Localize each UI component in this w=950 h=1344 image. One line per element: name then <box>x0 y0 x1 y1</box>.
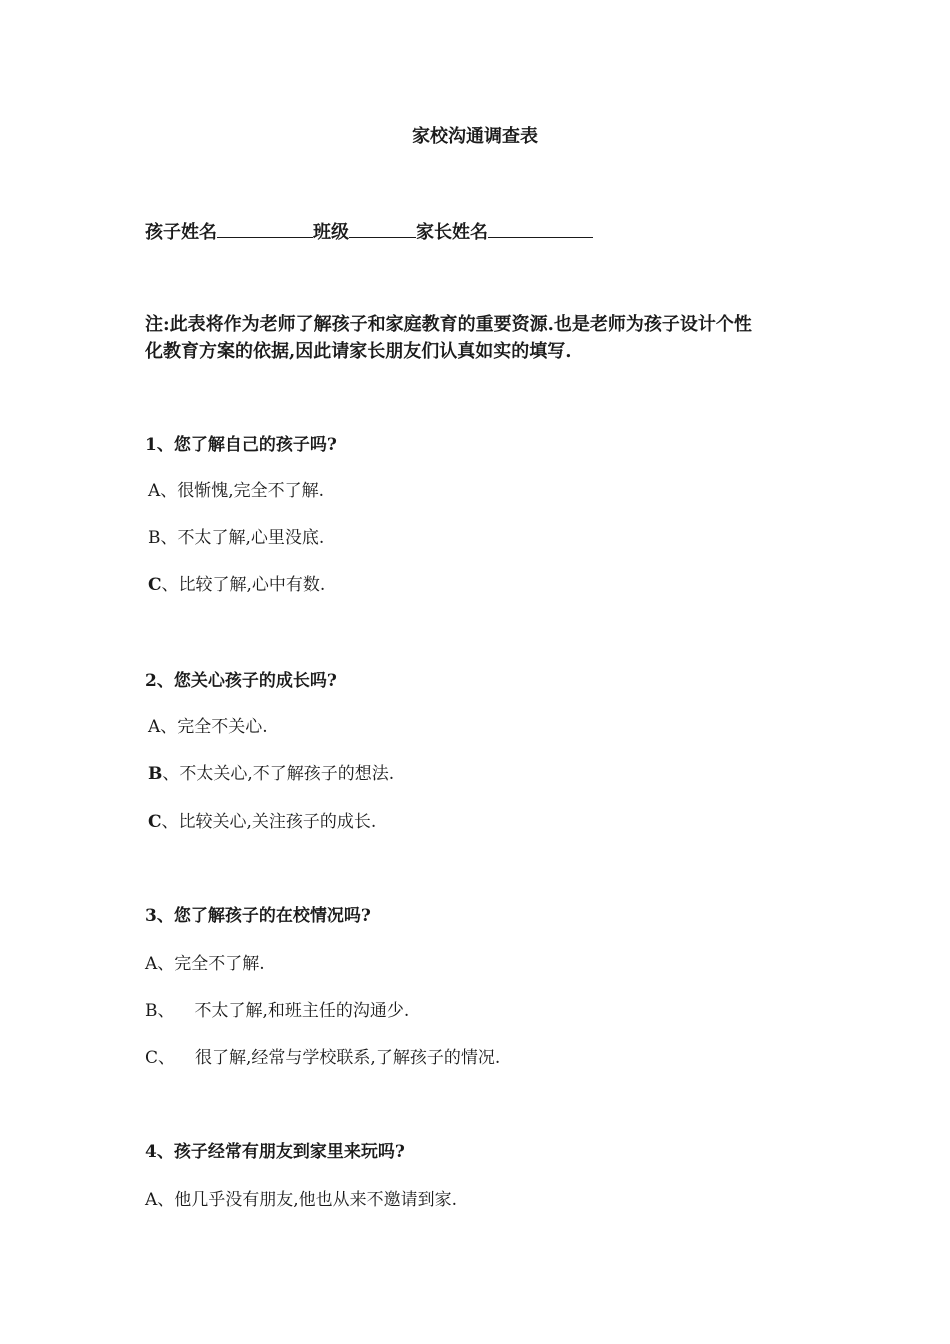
option-letter: A <box>148 481 161 501</box>
option-text: 完全不了解. <box>174 954 265 974</box>
option-separator: 、 <box>157 954 175 974</box>
question-1-option-a <box>145 483 324 500</box>
option-separator: 、 <box>160 481 178 501</box>
page-title: 家校沟通调查表 <box>412 126 538 147</box>
option-letter: C <box>145 1048 159 1068</box>
parent-name-blank[interactable] <box>488 221 593 238</box>
question-2: 2、您关心孩子的成长吗? <box>145 671 337 691</box>
option-letter: B <box>148 764 163 784</box>
option-text: 完全不关心. <box>177 717 268 737</box>
question-2-option-c <box>145 814 376 831</box>
question-4: 4、孩子经常有朋友到家里来玩吗? <box>145 1142 405 1162</box>
question-4-option-a <box>145 1192 457 1209</box>
note-line-1: 注:此表将作为老师了解孩子和家庭教育的重要资源.也是老师为孩子设计个性 <box>145 314 752 335</box>
question-1-option-b <box>145 530 324 547</box>
option-text: 很惭愧,完全不了解. <box>177 481 325 501</box>
option-text: 不太了解,和班主任的沟通少. <box>194 1001 410 1021</box>
child-name-label: 孩子姓名 <box>145 222 217 243</box>
question-3-option-b <box>145 1003 409 1020</box>
option-separator: 、 <box>157 1190 175 1210</box>
option-separator: 、 <box>160 528 178 548</box>
option-separator: 、 <box>160 717 178 737</box>
option-letter: C <box>148 575 162 595</box>
question-2-option-b <box>145 766 394 783</box>
option-separator: 、 <box>161 575 179 595</box>
note-line-2: 化教育方案的依据,因此请家长朋友们认真如实的填写. <box>145 341 572 362</box>
info-line <box>145 221 593 242</box>
question-3: 3、您了解孩子的在校情况吗? <box>145 906 371 926</box>
option-letter: A <box>148 717 161 737</box>
option-separator: 、 <box>162 764 180 784</box>
option-separator: 、 <box>161 812 179 832</box>
option-text: 很了解,经常与学校联系,了解孩子的情况. <box>195 1048 501 1068</box>
option-letter: B <box>145 1001 158 1021</box>
option-text: 比较了解,心中有数. <box>178 575 326 595</box>
option-separator: 、 <box>158 1048 176 1068</box>
option-text: 比较关心,关注孩子的成长. <box>178 812 377 832</box>
question-3-option-a <box>145 956 265 973</box>
option-text: 他几乎没有朋友,他也从来不邀请到家. <box>174 1190 458 1210</box>
child-name-blank[interactable] <box>217 221 313 238</box>
option-letter: A <box>145 954 158 974</box>
parent-name-label: 家长姓名 <box>416 222 488 243</box>
option-letter: A <box>145 1190 158 1210</box>
option-letter: C <box>148 812 162 832</box>
option-text: 不太关心,不了解孩子的想法. <box>179 764 395 784</box>
class-blank[interactable] <box>349 221 416 238</box>
option-text: 不太了解,心里没底. <box>177 528 325 548</box>
question-2-option-a <box>145 719 268 736</box>
question-1: 1、您了解自己的孩子吗? <box>145 435 337 455</box>
class-label: 班级 <box>313 222 349 243</box>
option-letter: B <box>148 528 161 548</box>
option-separator: 、 <box>157 1001 175 1021</box>
question-3-option-c <box>145 1050 500 1067</box>
question-1-option-c <box>145 577 325 594</box>
